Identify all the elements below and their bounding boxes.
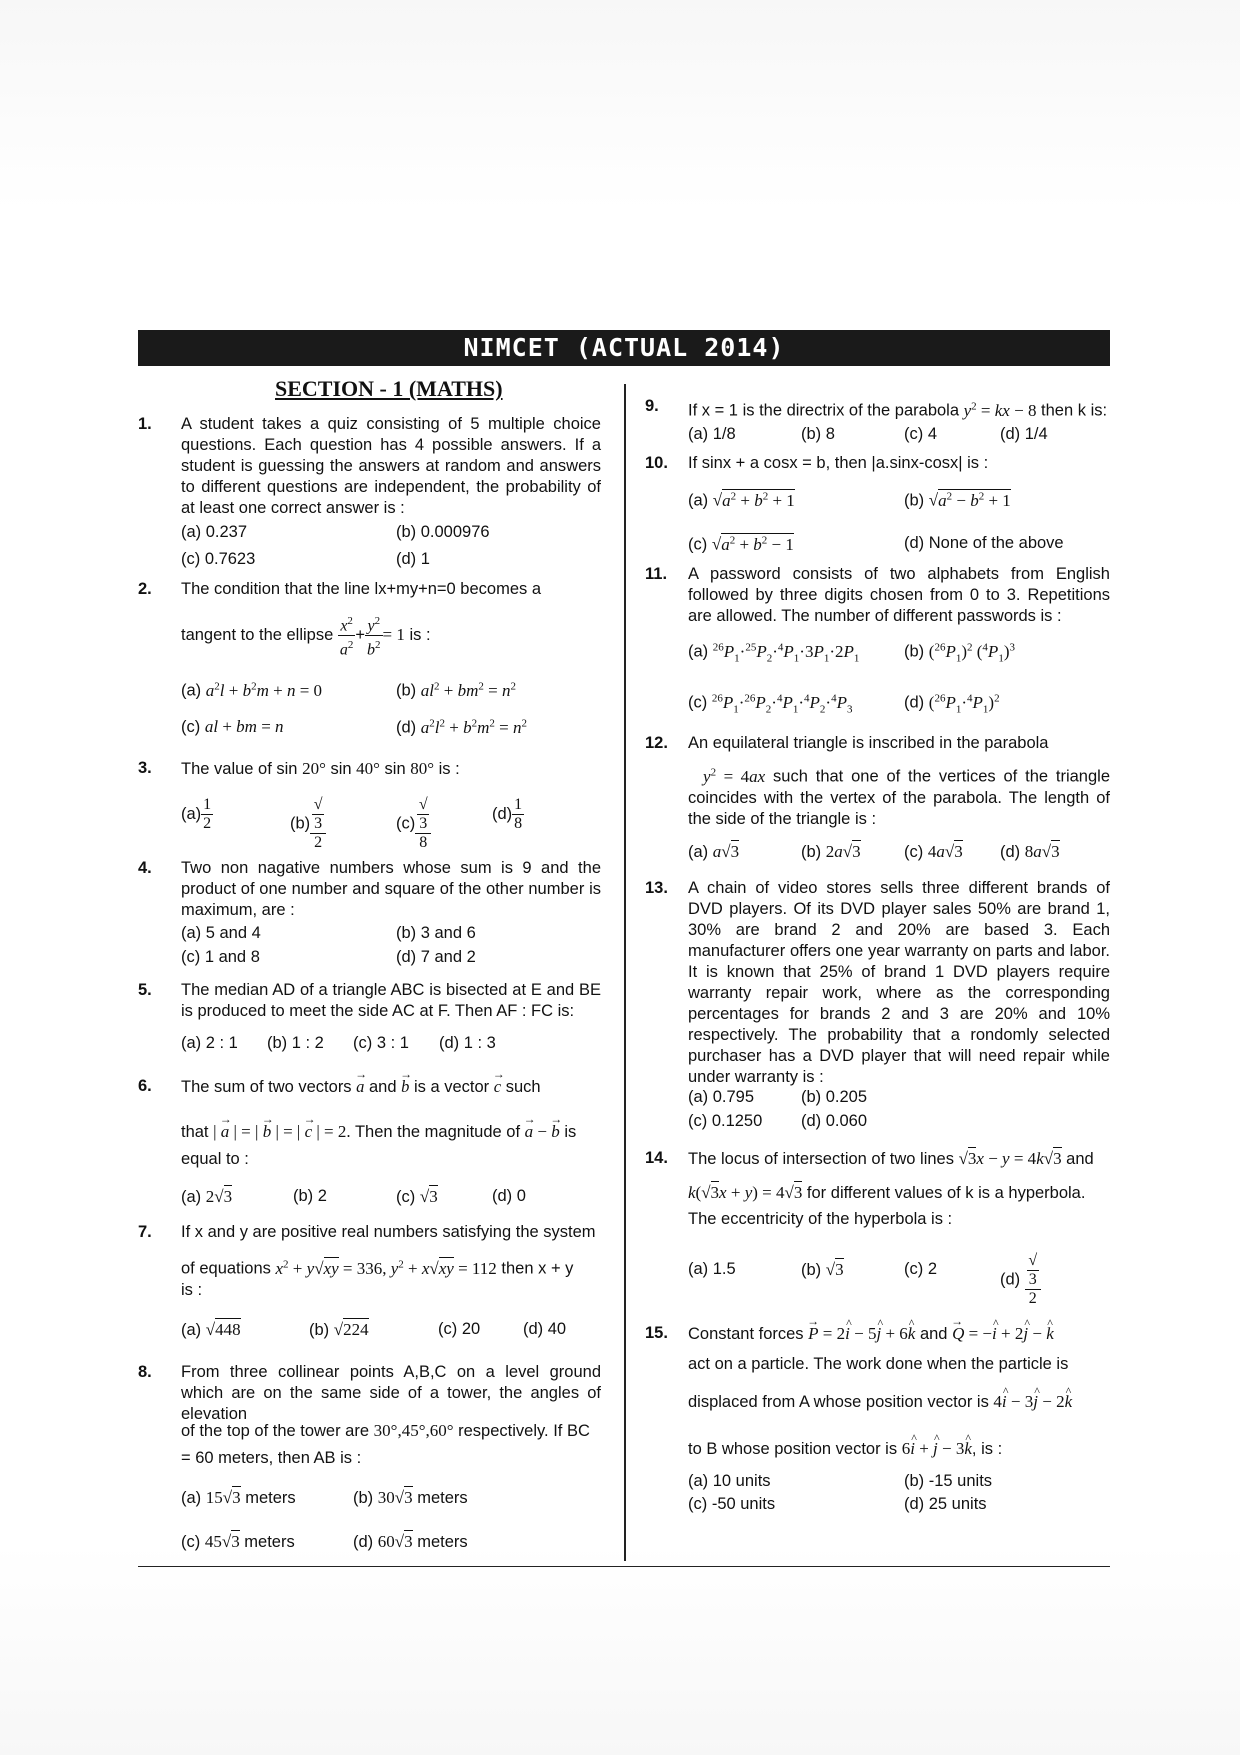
option-c: (c) √3 (396, 1187, 438, 1206)
option-label: (d) (492, 804, 513, 823)
question-4 (138, 858, 601, 921)
option-label: (d) (1000, 1270, 1021, 1289)
stem-text: If x = 1 is the directrix of the parabola (688, 401, 960, 420)
option-d: (d) 7 and 2 (396, 948, 476, 966)
math-fraction: $\frac{x^2}{a^2}$ (338, 612, 356, 660)
question-12-line-2 (688, 762, 1110, 830)
option-d: (d) 40 (523, 1320, 567, 1338)
option-label: (c) (688, 535, 708, 554)
option-c: (c) 3 : 1 (353, 1034, 409, 1052)
stem-text: , is : (971, 1440, 1003, 1458)
question-5 (138, 980, 601, 1022)
stem-text: is : (438, 760, 460, 778)
question-13 (645, 878, 1110, 1088)
question-number: 8. (138, 1363, 152, 1381)
option-b: (b) $(^{26}P_1)^2$ $(^4P_1)^3$ (904, 641, 1015, 665)
question-stem: A chain of video stores sells three different brands of DVD players. Of its DVD player sales 50% are brand 1, 30% are brand 2 and 20% are based 3. Each manufacturer offers one year warranty on parts and labor. It is known that 25% of brand 1 DVD players require warranty repair work, where as the corresponding percentages for brands 2 and 3 are 20% and 10% respectively. The probability that a rondomly selected purchaser has a DVD player that will need repair while under warranty is : (688, 879, 1110, 1086)
question-number: 5. (138, 981, 152, 999)
option-b: (b) 3 and 6 (396, 924, 476, 942)
option-b: (b) -15 units (904, 1472, 993, 1490)
question-stem: $y^2 = 4ax$ such that one of the vertices of the triangle coincides with the vertex of the parabola. The length of the side of the triangle is : (688, 766, 1110, 828)
option-a: (a) $√a^2 + b^2 + 1$ (688, 490, 795, 510)
question-number: 3. (138, 759, 152, 777)
option-a: (a) 10 units (688, 1472, 771, 1490)
option-c: (c) 1 and 8 (181, 948, 260, 966)
stem-text: Constant forces (688, 1325, 804, 1343)
question-number: 1. (138, 415, 152, 433)
option-d: (d) $\frac{1}{8}$ (492, 796, 523, 832)
question-stem: From three collinear points A,B,C on a level ground which are on the same side of a tower, the angles of elevation (181, 1363, 601, 1423)
option-label: (b) (290, 814, 311, 833)
stem-text: and (1066, 1150, 1094, 1168)
option-a: (a) 5 and 4 (181, 924, 261, 942)
question-9: 9. If x = 1 is the directrix of the parabola $y^2$ = kx − 8 then k is: (645, 397, 1108, 420)
question-6-line-2: that | → a | = | → b | = | → c | = 2. Then the magnitude of → a − → b is (181, 1121, 601, 1143)
stem-text: then k is: (1041, 401, 1108, 420)
question-15-line-4: to B whose position vector is 6^ i + ^ j − 3^ k, is : (688, 1438, 1118, 1460)
option-d: (d) 1 : 3 (439, 1034, 496, 1052)
unit-text: meters (245, 1489, 296, 1507)
option-c: (c) 4a√3 (904, 842, 963, 861)
option-d: (d) 8a√3 (1000, 842, 1060, 861)
stem-text: The sum of two vectors (181, 1078, 352, 1096)
question-1 (138, 414, 601, 519)
question-stem: If sinx + a cosx = b, then |a.sinx-cosx| is : (688, 454, 989, 472)
option-label: (b) (801, 1261, 822, 1279)
option-d: (d) 0 (492, 1187, 526, 1205)
option-b: (b) 0.000976 (396, 523, 490, 541)
stem-text: such (505, 1078, 541, 1096)
stem-text: of the top of the tower are (181, 1422, 370, 1440)
option-d: (d) $a^2l^2 + b^2m^2 = n^2$ (396, 717, 527, 737)
stem-text: is (564, 1123, 577, 1141)
stem-text: then x + y (501, 1259, 574, 1278)
question-stem: The value of sin (181, 760, 298, 778)
option-label: (c) (181, 1533, 201, 1551)
question-number: 2. (138, 580, 152, 598)
question-3: 3. The value of sin 20° sin 40° sin 80° is : (138, 759, 460, 778)
unit-text: meters (244, 1533, 295, 1551)
option-label: (b) (396, 681, 417, 700)
question-6: 6. The sum of two vectors → a and → b is a vector → c such (181, 1076, 601, 1098)
option-b: (b) √ 3 2 (290, 796, 326, 852)
stem-text: Then the magnitude of (354, 1123, 521, 1141)
question-14: 14. The locus of intersection of two lines √3x − y = 4k√3 and (645, 1149, 1094, 1168)
option-d: (d) 1 (396, 550, 430, 568)
option-label: (b) (904, 642, 925, 661)
question-14-line-2: k(√3x + y) = 4√3 for different values of k is a hyperbola. (688, 1183, 1086, 1202)
unit-text: meters (417, 1533, 468, 1551)
question-15-line-3: displaced from A whose position vector is 4^ i − 3^ j − 2^ k (688, 1391, 1118, 1413)
option-label: (a) (181, 681, 202, 700)
option-label: (b) (353, 1489, 374, 1507)
question-stem: The condition that the line lx+my+n=0 becomes a (181, 580, 542, 598)
option-label: (b) (904, 491, 925, 510)
option-b: (b) 0.205 (801, 1088, 868, 1106)
question-stem: A password consists of two alphabets from English followed by three digits chosen from 0 to 3. Repetitions are allowed. The number of different passwords is : (688, 565, 1110, 625)
stem-text: respectively. If BC (458, 1422, 590, 1440)
question-7-line-2: of equations $x^2 + y√xy = 336$, $y^2 + x√xy = 112$ then x + y (181, 1258, 574, 1278)
option-b: (b) 8 (801, 425, 835, 443)
option-c: (c) $√a^2 + b^2 - 1$ (688, 534, 794, 554)
option-a: (a) $a^2l + b^2m + n = 0$ (181, 680, 323, 700)
option-label: (d) (353, 1533, 374, 1551)
question-7-line-3: is : (181, 1281, 203, 1299)
option-label: (a) (688, 642, 709, 661)
option-label: (b) (801, 843, 822, 861)
stem-text: of equations (181, 1259, 271, 1278)
option-c: (c) √ 3 8 (396, 796, 431, 852)
question-14-line-3: The eccentricity of the hyperbola is : (688, 1210, 953, 1228)
option-label: (b) (309, 1321, 330, 1339)
option-b: (b) √224 (309, 1320, 369, 1339)
question-stem: Two non nagative numbers whose sum is 9 and the product of one number and square of the other number is maximum, are : (181, 859, 601, 919)
question-number: 13. (645, 879, 668, 897)
question-number: 6. (138, 1077, 152, 1095)
option-label: (c) (396, 814, 416, 833)
option-b: (b) $al^2 + bm^2 = n^2$ (396, 680, 516, 700)
exam-title-bar: NIMCET (ACTUAL 2014) (138, 330, 1110, 366)
option-label: (d) (1000, 843, 1021, 861)
option-label: (a) (688, 843, 709, 861)
question-number: 4. (138, 859, 152, 877)
option-a: (a) 2√3 (181, 1187, 233, 1206)
question-2-stem-line: tangent to the ellipse $\frac{x^2}{a^2}$ + $\frac{y^2}{b^2}$ = 1 is : (181, 612, 431, 660)
stem-text: tangent to the ellipse (181, 626, 334, 645)
math-fraction: $\frac{y^2}{b^2}$ (365, 612, 383, 660)
option-d: (d) $(^{26}P_1\cdot^4P_1)^2$ (904, 692, 1000, 716)
option-a: (a) 0.795 (688, 1088, 755, 1106)
option-d: (d) √ 3 2 (1000, 1252, 1041, 1308)
option-label: (c) (396, 1188, 416, 1206)
question-number: 10. (645, 454, 668, 472)
stem-text: An equilateral triangle is inscribed in the parabola (688, 734, 1049, 752)
column-divider (624, 384, 626, 1561)
option-label: (a) (181, 1489, 202, 1507)
question-number: 9. (645, 397, 659, 415)
option-label: (a) (181, 804, 202, 823)
option-label: (d) (904, 693, 925, 712)
stem-text: is a vector (413, 1078, 490, 1096)
option-c: (c) al + bm = n (181, 717, 284, 736)
question-number: 7. (138, 1223, 152, 1241)
option-label: (d) (396, 718, 417, 737)
unit-text: meters (417, 1489, 468, 1507)
stem-text: and (369, 1078, 397, 1096)
option-b: (b) 30√3 meters (353, 1488, 468, 1507)
option-c: (c) 2 (904, 1260, 937, 1278)
stem-text: that (181, 1123, 209, 1141)
question-15: 15. Constant forces → P = 2^ i − 5^ j + 6^ k and → Q = −^ i + 2^ j − ^ k (688, 1323, 1118, 1345)
option-b: (b) 1 : 2 (267, 1034, 324, 1052)
question-stem: A student takes a quiz consisting of 5 multiple choice questions. Each question has 4 possible answers. If a student is guessing the answers at random and answers to different questions are independent, the probability of at least one correct answer is : (181, 415, 601, 517)
option-b: (b) $√a^2 - b^2 + 1$ (904, 490, 1011, 510)
option-a: (a) 0.237 (181, 523, 248, 541)
question-stem: The median AD of a triangle ABC is bisected at E and BE is produced to meet the side AC at F. Then AF : FC is: (181, 981, 601, 1020)
option-d: (d) 1/4 (1000, 425, 1048, 443)
option-c: (c) -50 units (688, 1495, 776, 1513)
option-b: (b) 2 (293, 1187, 327, 1205)
question-10 (645, 453, 1110, 474)
question-12 (645, 733, 1110, 754)
question-number: 14. (645, 1149, 668, 1167)
option-label: (a) (181, 1188, 202, 1206)
option-label: (c) (688, 693, 708, 712)
stem-text: The locus of intersection of two lines (688, 1150, 954, 1168)
option-c: (c) $^{26}P_1\cdot^{26}P_2\cdot^4P_1\cdot^4P_2\cdot^4P_3$ (688, 692, 853, 716)
question-8-line-2: of the top of the tower are 30°,45°,60° respectively. If BC (181, 1421, 590, 1440)
option-a: (a) 1.5 (688, 1260, 736, 1278)
option-a: (a) 2 : 1 (181, 1034, 238, 1052)
option-d: (d) None of the above (904, 534, 1064, 552)
question-7 (138, 1222, 601, 1243)
question-6-line-3: equal to : (181, 1150, 249, 1168)
option-a: (a) a√3 (688, 842, 740, 861)
option-label: (a) (688, 491, 709, 510)
option-a: (a) $^{26}P_1\cdot^{25}P_2\cdot^4P_1\cdot 3P_1\cdot 2P_1$ (688, 641, 860, 665)
stem-text: displaced from A whose position vector is (688, 1393, 989, 1411)
question-15-line-2: act on a particle. The work done when the particle is (688, 1355, 1069, 1373)
question-8 (138, 1362, 601, 1425)
stem-text: to B whose position vector is (688, 1440, 898, 1458)
option-label: (a) (181, 1321, 202, 1339)
option-c: (c) 0.1250 (688, 1112, 763, 1130)
question-8-line-3: = 60 meters, then AB is : (181, 1449, 362, 1467)
question-11 (645, 564, 1110, 627)
option-c: (c) 20 (438, 1320, 481, 1338)
stem-text: and (919, 1325, 948, 1343)
option-c: (c) 4 (904, 425, 937, 443)
option-d: (d) 0.060 (801, 1112, 868, 1130)
question-2 (138, 579, 601, 600)
option-c: (c) 45√3 meters (181, 1532, 295, 1551)
option-d: (d) 25 units (904, 1495, 987, 1513)
option-a: (a) $\frac{1}{2}$ (181, 796, 212, 832)
option-label: (c) (181, 718, 201, 736)
option-d: (d) 60√3 meters (353, 1532, 468, 1551)
option-b: (b) 2a√3 (801, 842, 861, 861)
stem-text: for different values of k is a hyperbola. (806, 1184, 1086, 1202)
question-number: 15. (645, 1324, 668, 1342)
stem-text: is : (409, 626, 431, 645)
bottom-rule (138, 1566, 1110, 1567)
option-b: (b) √3 (801, 1260, 844, 1279)
question-number: 11. (645, 565, 668, 583)
stem-text: such that one of the vertices of the triangle coincides with the vertex of the parabola. The length of the side of the triangle is : (688, 767, 1110, 828)
option-a: (a) 15√3 meters (181, 1488, 296, 1507)
option-a: (a) 1/8 (688, 425, 736, 443)
stem-text: If x and y are positive real numbers satisfying the system (181, 1223, 596, 1241)
question-number: 12. (645, 734, 668, 752)
option-label: (c) (904, 843, 924, 861)
option-c: (c) 0.7623 (181, 550, 256, 568)
section-title: SECTION - 1 (MATHS) (275, 376, 503, 401)
option-a: (a) √448 (181, 1320, 241, 1339)
